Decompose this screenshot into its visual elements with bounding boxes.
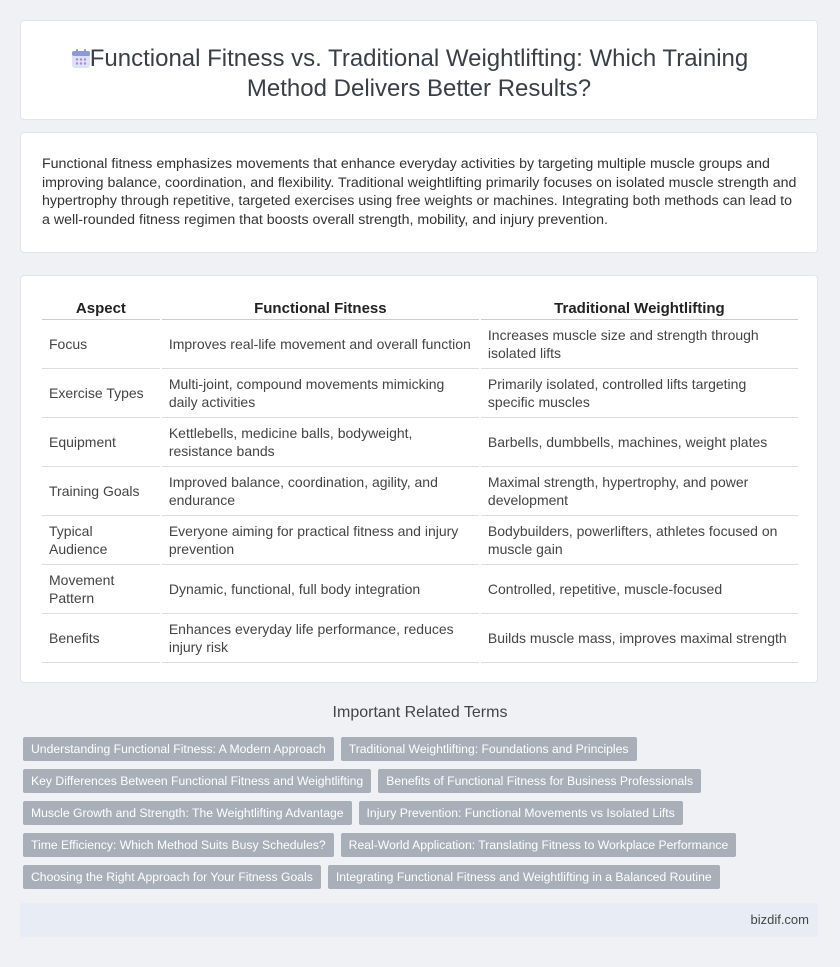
tag-row [23, 801, 813, 833]
comparison-table [42, 297, 798, 663]
page-title-line-1: Functional Fitness vs. Traditional Weightlifting: Which Training [89, 45, 749, 72]
footer [20, 903, 818, 937]
related-term-link[interactable]: Time Efficiency: Which Method Suits Busy Schedules? [23, 833, 334, 857]
intro-card [20, 132, 818, 253]
tag-row [23, 737, 813, 769]
related-term-link[interactable]: Integrating Functional Fitness and Weightlifting in a Balanced Routine [328, 865, 720, 889]
table-row [42, 614, 798, 663]
aspect-cell: Training Goals [42, 467, 161, 516]
traditional-weightlifting-cell: Maximal strength, hypertrophy, and power development [480, 467, 798, 516]
intro-paragraph: Functional fitness emphasizes movements that enhance everyday activities by targeting multiple muscle groups and improving balance, coordination, and flexibility. Traditional weightlifting primarily focuses on isolated muscle strength and hypertrophy through repetitive, targeted exercises using free weights or machines. Integrating both methods can lead to a well-rounded fitness regimen that boosts overall strength, mobility, and injury prevention. [42, 156, 797, 228]
related-term-link[interactable]: Real-World Application: Translating Fitness to Workplace Performance [341, 833, 737, 857]
aspect-cell: Exercise Types [42, 369, 161, 418]
related-term-link[interactable]: Benefits of Functional Fitness for Business Professionals [378, 769, 701, 793]
site-name-link[interactable]: bizdif.com [750, 912, 809, 927]
functional-fitness-cell: Kettlebells, medicine balls, bodyweight, resistance bands [161, 418, 480, 467]
page-title-line-2: Method Delivers Better Results? [246, 75, 592, 102]
related-term-link[interactable]: Traditional Weightlifting: Foundations and Principles [341, 737, 637, 761]
header-aspect: Aspect [42, 297, 161, 320]
related-terms-heading: Important Related Terms [332, 704, 508, 721]
related-term-link[interactable]: Understanding Functional Fitness: A Modern Approach [23, 737, 334, 761]
traditional-weightlifting-cell: Controlled, repetitive, muscle-focused [480, 565, 798, 614]
functional-fitness-cell: Improves real-life movement and overall function [161, 320, 480, 369]
related-terms-list [23, 737, 813, 897]
table-row [42, 565, 798, 614]
aspect-cell: Focus [42, 320, 161, 369]
table-row [42, 369, 798, 418]
header-traditional-weightlifting: Traditional Weightlifting [480, 297, 798, 320]
aspect-cell: Movement Pattern [42, 565, 161, 614]
aspect-cell: Benefits [42, 614, 161, 663]
table-row [42, 320, 798, 369]
tag-row [23, 769, 813, 801]
functional-fitness-cell: Everyone aiming for practical fitness and injury prevention [161, 516, 480, 565]
tag-row [23, 865, 813, 897]
traditional-weightlifting-cell: Primarily isolated, controlled lifts targeting specific muscles [480, 369, 798, 418]
tag-row [23, 833, 813, 865]
page-title [21, 44, 817, 104]
related-term-link[interactable]: Key Differences Between Functional Fitness and Weightlifting [23, 769, 371, 793]
functional-fitness-cell: Multi-joint, compound movements mimicking daily activities [161, 369, 480, 418]
related-term-link[interactable]: Injury Prevention: Functional Movements vs Isolated Lifts [359, 801, 683, 825]
header-functional-fitness: Functional Fitness [161, 297, 480, 320]
title-card [20, 20, 818, 120]
table-row [42, 418, 798, 467]
functional-fitness-cell: Improved balance, coordination, agility, and endurance [161, 467, 480, 516]
aspect-cell: Typical Audience [42, 516, 161, 565]
aspect-cell: Equipment [42, 418, 161, 467]
traditional-weightlifting-cell: Builds muscle mass, improves maximal strength [480, 614, 798, 663]
table-row [42, 467, 798, 516]
functional-fitness-cell: Enhances everyday life performance, reduces injury risk [161, 614, 480, 663]
related-term-link[interactable]: Choosing the Right Approach for Your Fitness Goals [23, 865, 321, 889]
related-term-link[interactable]: Muscle Growth and Strength: The Weightlifting Advantage [23, 801, 352, 825]
functional-fitness-cell: Dynamic, functional, full body integration [161, 565, 480, 614]
comparison-card [20, 275, 818, 683]
table-row [42, 516, 798, 565]
traditional-weightlifting-cell: Bodybuilders, powerlifters, athletes focused on muscle gain [480, 516, 798, 565]
table-header-row [42, 297, 798, 320]
traditional-weightlifting-cell: Barbells, dumbbells, machines, weight plates [480, 418, 798, 467]
traditional-weightlifting-cell: Increases muscle size and strength through isolated lifts [480, 320, 798, 369]
